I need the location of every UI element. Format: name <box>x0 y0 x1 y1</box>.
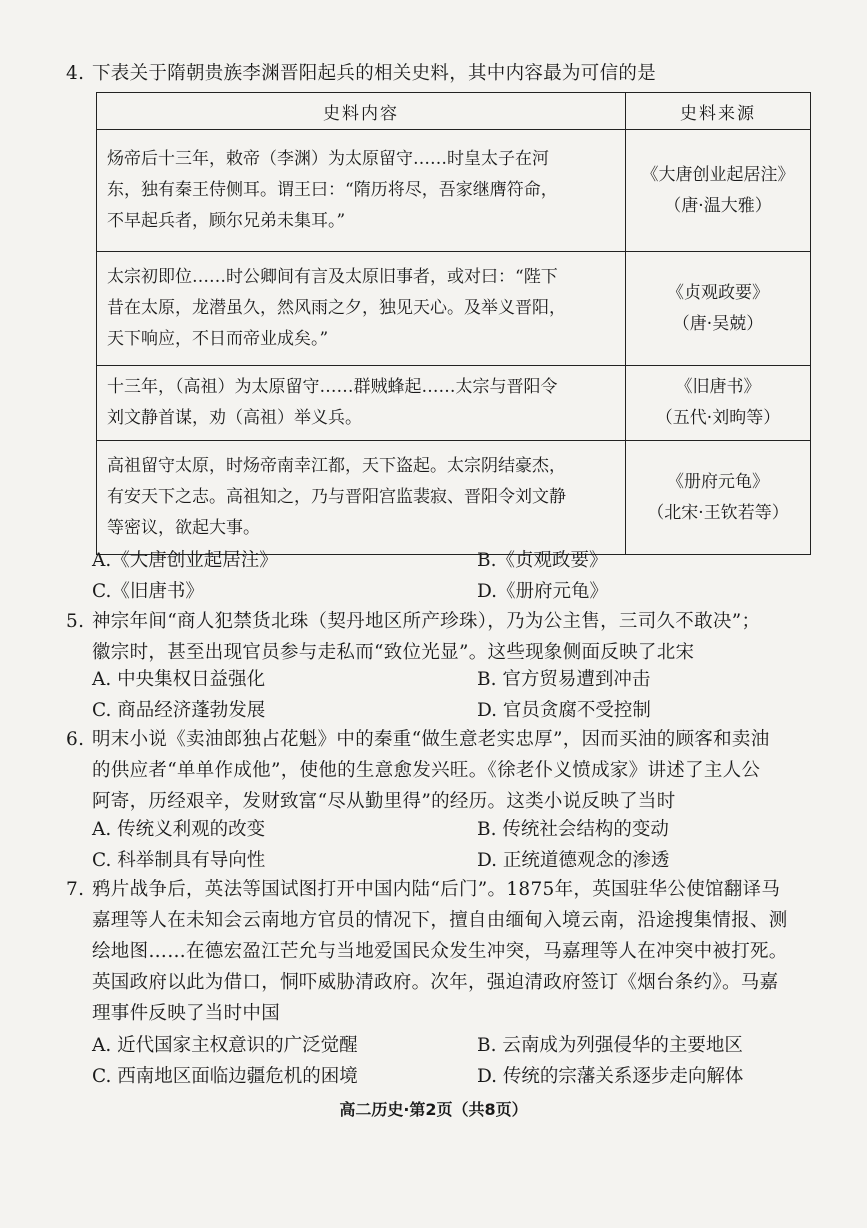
question-number: 4. <box>66 63 85 84</box>
page-footer: 高二历史·第2页（共8页） <box>339 1100 528 1119</box>
content-line: 有安天下之志。高祖知之，乃与晋阳宫监裴寂、晋阳令刘文静 <box>107 487 566 507</box>
content-line: 昔在太原，龙潜虽久，然风雨之夕，独见天心。及举义晋阳， <box>107 298 566 318</box>
question-text: 阿寄，历经艰辛，发财致富“尽从勤里得”的经历。这类小说反映了当时 <box>92 791 676 812</box>
table-row <box>97 252 811 366</box>
question-6-stem <box>66 724 806 817</box>
table-row <box>97 366 811 441</box>
row-source <box>626 366 811 441</box>
source-author: （五代·刘昫等） <box>655 408 781 428</box>
question-text: 理事件反映了当时中国 <box>92 1003 281 1024</box>
source-title: 《册府元龟》 <box>667 471 769 492</box>
question-text: 神宗年间“商人犯禁货北珠（契丹地区所产珍珠），乃为公主售，三司久不敢决”； <box>92 611 761 632</box>
content-line: 等密议，欲起大事。 <box>107 518 260 538</box>
question-7-options <box>92 1030 812 1092</box>
question-5-options <box>92 664 812 726</box>
row-content <box>97 366 626 441</box>
question-text: 英国政府以此为借口，恫吓威胁清政府。次年，强迫清政府签订《烟台条约》。马嘉 <box>92 972 779 993</box>
content-line: 刘文静首谋，劝（高祖）举义兵。 <box>107 408 362 428</box>
option-a[interactable]: A.《大唐创业起居注》 <box>92 550 278 571</box>
source-author: （北宋·王钦若等） <box>647 502 789 523</box>
table-row <box>97 441 811 555</box>
option-a[interactable]: A. 传统义利观的改变 <box>92 819 266 840</box>
option-d[interactable]: D. 官员贪腐不受控制 <box>477 700 651 721</box>
question-number: 7. <box>66 879 85 900</box>
content-line: 东，独有秦王侍侧耳。谓王曰：“隋历将尽，吾家继膺符命， <box>107 180 558 200</box>
row-source <box>626 130 811 252</box>
row-source <box>626 252 811 366</box>
question-text: 明末小说《卖油郎独占花魁》中的秦重“做生意老实忠厚”，因而买油的顾客和卖油 <box>92 729 770 750</box>
content-line: 不早起兵者，顾尔兄弟未集耳。” <box>107 211 346 231</box>
content-line: 天下响应，不日而帝业成矣。” <box>107 329 329 349</box>
source-author: （唐·温大雅） <box>664 195 772 216</box>
header-source: 史料来源 <box>626 93 811 130</box>
option-b[interactable]: B.《贞观政要》 <box>477 550 608 571</box>
source-title: 《旧唐书》 <box>675 377 761 397</box>
option-b[interactable]: B. 传统社会结构的变动 <box>477 819 669 840</box>
option-a[interactable]: A. 近代国家主权意识的广泛觉醒 <box>92 1035 358 1056</box>
header-content: 史料内容 <box>97 93 626 130</box>
question-text: 徽宗时，甚至出现官员参与走私而“致位光显”。这些现象侧面反映了北宋 <box>92 642 695 663</box>
content-line: 太宗初即位……时公卿间有言及太原旧事者，或对曰：“陛下 <box>107 267 558 287</box>
content-line: 炀帝后十三年，敕帝（李渊）为太原留守……时皇太子在河 <box>107 149 549 169</box>
table-header-row <box>97 93 811 130</box>
option-b[interactable]: B. 云南成为列强侵华的主要地区 <box>477 1035 743 1056</box>
question-text: 的供应者“单单作成他”，使他的生意愈发兴旺。《徐老仆义愤成家》讲述了主人公 <box>92 760 761 781</box>
question-4-stem <box>66 58 806 89</box>
question-6-options <box>92 814 812 876</box>
option-b[interactable]: B. 官方贸易遭到冲击 <box>477 669 651 690</box>
row-content <box>97 130 626 252</box>
option-c[interactable]: C. 西南地区面临边疆危机的困境 <box>92 1066 358 1087</box>
source-title: 《大唐创业起居注》 <box>641 164 795 185</box>
question-text: 下表关于隋朝贵族李渊晋阳起兵的相关史料，其中内容最为可信的是 <box>92 63 657 84</box>
option-c[interactable]: C. 科举制具有导向性 <box>92 850 266 871</box>
source-title: 《贞观政要》 <box>667 282 769 303</box>
row-source <box>626 441 811 555</box>
row-content <box>97 252 626 366</box>
source-author: （唐·吴兢） <box>672 313 764 334</box>
question-text: 绘地图……在德宏盈江芒允与当地爱国民众发生冲突，马嘉理等人在冲突中被打死。 <box>92 941 788 962</box>
option-d[interactable]: D. 正统道德观念的渗透 <box>477 850 670 871</box>
question-7-stem <box>66 874 806 1029</box>
option-d[interactable]: D. 传统的宗藩关系逐步走向解体 <box>477 1066 744 1087</box>
content-line: 高祖留守太原，时炀帝南幸江都，天下盗起。太宗阴结豪杰， <box>107 456 566 476</box>
option-c[interactable]: C.《旧唐书》 <box>92 581 204 602</box>
question-4-options <box>92 545 812 607</box>
question-number: 6. <box>66 729 85 750</box>
option-c[interactable]: C. 商品经济蓬勃发展 <box>92 700 266 721</box>
row-content <box>97 441 626 555</box>
question-text: 鸦片战争后，英法等国试图打开中国内陆“后门”。1875年，英国驻华公使馆翻译马 <box>92 879 781 900</box>
option-a[interactable]: A. 中央集权日益强化 <box>92 669 266 690</box>
source-table <box>96 92 811 555</box>
question-text: 嘉理等人在未知会云南地方官员的情况下，擅自由缅甸入境云南，沿途搜集情报、测 <box>92 910 788 931</box>
content-line: 十三年，（高祖）为太原留守……群贼蜂起……太宗与晋阳令 <box>107 377 558 397</box>
question-5-stem <box>66 606 806 668</box>
question-number: 5. <box>66 611 85 632</box>
option-d[interactable]: D.《册府元龟》 <box>477 581 609 602</box>
table-row <box>97 130 811 252</box>
